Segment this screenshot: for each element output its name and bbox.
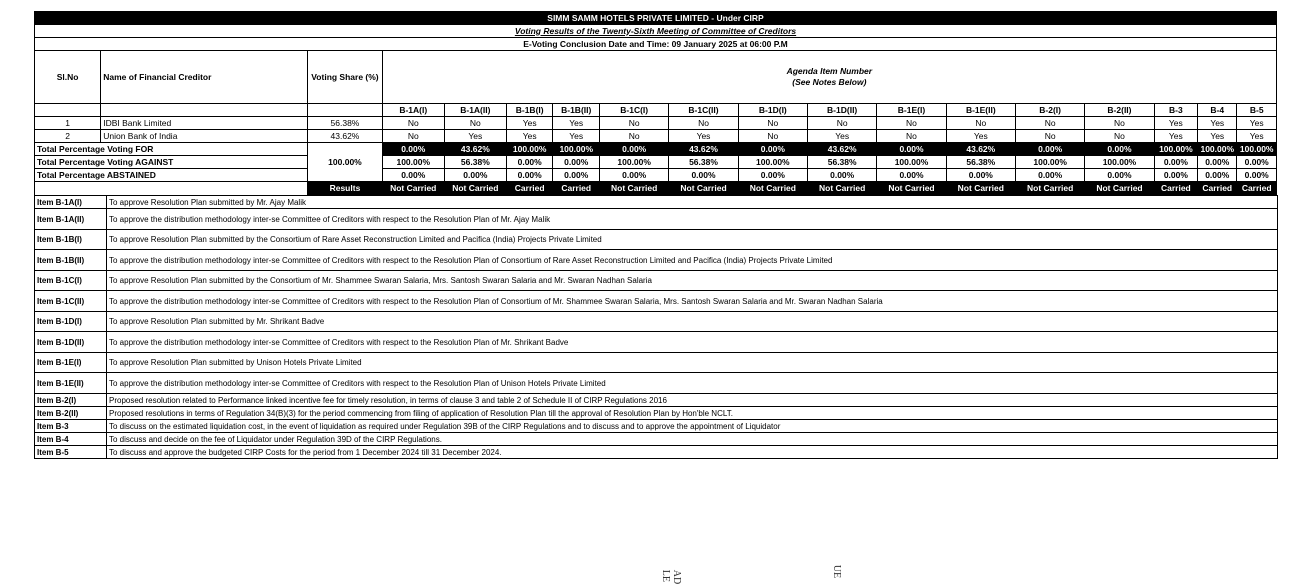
note-row xyxy=(35,250,1278,271)
note-item-label: Item B-1C(II) xyxy=(35,291,107,312)
vote-cell: Yes xyxy=(1154,130,1197,143)
note-item-label: Item B-4 xyxy=(35,433,107,446)
agenda-item-header: B-1A(I) xyxy=(382,104,444,117)
for-label: Total Percentage Voting FOR xyxy=(35,143,308,156)
note-item-label: Item B-5 xyxy=(35,446,107,459)
against-percentage-cell: 100.00% xyxy=(738,156,807,169)
result-cell: Carried xyxy=(1198,182,1237,195)
slno-header: Sl.No xyxy=(35,51,101,104)
vote-cell: Yes xyxy=(1198,117,1237,130)
note-item-label: Item B-1C(I) xyxy=(35,271,107,291)
abstained-percentage-cell: 0.00% xyxy=(600,169,669,182)
note-row xyxy=(35,230,1278,250)
note-text: To approve Resolution Plan submitted by the Consortium of Mr. Shammee Swaran Salaria, Mrs. Santosh Swaran Salaria and Mr. Swaran Nadhan Salaria xyxy=(107,271,1278,291)
for-percentage-cell: 100.00% xyxy=(1237,143,1277,156)
note-row xyxy=(35,196,1278,209)
agenda-item-header: B-1E(I) xyxy=(877,104,946,117)
agenda-item-header: B-1E(II) xyxy=(946,104,1015,117)
vote-cell: Yes xyxy=(1154,117,1197,130)
vote-cell: No xyxy=(1015,117,1084,130)
abstained-label: Total Percentage ABSTAINED xyxy=(35,169,308,182)
note-row xyxy=(35,291,1278,312)
note-text: Proposed resolutions in terms of Regulation 34(B)(3) for the period commencing from filing of application of Resolution Plan till the approval of Resolution Plan by Hon'ble NCLT. xyxy=(107,407,1278,420)
vote-cell: No xyxy=(382,117,444,130)
against-percentage-cell: 56.38% xyxy=(808,156,877,169)
note-row xyxy=(35,271,1278,291)
for-percentage-cell: 0.00% xyxy=(382,143,444,156)
agenda-item-header: B-5 xyxy=(1237,104,1277,117)
note-item-label: Item B-2(I) xyxy=(35,394,107,407)
agenda-note: (See Notes Below) xyxy=(792,77,867,87)
vote-cell: No xyxy=(382,130,444,143)
creditor-name: Union Bank of India xyxy=(101,130,308,143)
page-subtitle: Voting Results of the Twenty-Sixth Meeting of Committee of Creditors xyxy=(35,25,1277,38)
vote-cell: No xyxy=(1085,117,1154,130)
note-item-label: Item B-1A(I) xyxy=(35,196,107,209)
table-row xyxy=(35,156,1277,169)
result-cell: Not Carried xyxy=(600,182,669,195)
notes-table xyxy=(34,195,1278,459)
share-cell: 56.38% xyxy=(308,117,383,130)
note-text: To approve Resolution Plan submitted by the Consortium of Rare Asset Reconstruction Limited and Pacifica (India) Projects Private Limited xyxy=(107,230,1278,250)
note-row xyxy=(35,332,1278,353)
results-label: Results xyxy=(308,182,383,195)
note-text: To discuss on the estimated liquidation cost, in the event of liquidation as required under Regulation 39B of the CIRP Regulations and to discuss and to approve the appointment of Liquidator xyxy=(107,420,1278,433)
against-label: Total Percentage Voting AGAINST xyxy=(35,156,308,169)
voting-results-sheet xyxy=(34,11,1277,459)
against-percentage-cell: 100.00% xyxy=(1085,156,1154,169)
for-percentage-cell: 43.62% xyxy=(669,143,738,156)
agenda-item-header: B-1A(II) xyxy=(444,104,506,117)
agenda-item-header: B-1D(I) xyxy=(738,104,807,117)
agenda-item-header: B-1C(II) xyxy=(669,104,738,117)
abstained-percentage-cell: 0.00% xyxy=(669,169,738,182)
for-percentage-cell: 100.00% xyxy=(506,143,553,156)
creditor-header: Name of Financial Creditor xyxy=(101,51,308,104)
for-percentage-cell: 100.00% xyxy=(1154,143,1197,156)
abstained-percentage-cell: 0.00% xyxy=(1198,169,1237,182)
note-text: To approve the distribution methodology inter-se Committee of Creditors with respect to the Resolution Plan of Consortium of Mr. Shammee Swaran Salaria, Mrs. Santosh Swaran Salaria and Mr. Swaran Nadhan Salaria xyxy=(107,291,1278,312)
vote-cell: No xyxy=(808,117,877,130)
result-cell: Carried xyxy=(1154,182,1197,195)
vote-cell: Yes xyxy=(553,130,600,143)
table-row xyxy=(35,117,1277,130)
result-cell: Not Carried xyxy=(738,182,807,195)
note-text: To approve the distribution methodology inter-se Committee of Creditors with respect to the Resolution Plan of Consortium of Rare Asset Reconstruction Limited and Pacifica (India) Projects Private Limited xyxy=(107,250,1278,271)
item-header-row xyxy=(35,104,1277,117)
against-percentage-cell: 100.00% xyxy=(600,156,669,169)
note-text: To discuss and decide on the fee of Liquidator under Regulation 39D of the CIRP Regulations. xyxy=(107,433,1278,446)
vote-cell: No xyxy=(877,130,946,143)
abstained-percentage-cell: 0.00% xyxy=(506,169,553,182)
abstained-percentage-cell: 0.00% xyxy=(1154,169,1197,182)
note-item-label: Item B-1A(II) xyxy=(35,209,107,230)
vote-cell: No xyxy=(1085,130,1154,143)
result-cell: Carried xyxy=(553,182,600,195)
result-cell: Not Carried xyxy=(877,182,946,195)
creditor-name: IDBI Bank Limited xyxy=(101,117,308,130)
vote-cell: No xyxy=(738,130,807,143)
note-row xyxy=(35,373,1278,394)
results-row xyxy=(35,182,1277,195)
note-item-label: Item B-1D(II) xyxy=(35,332,107,353)
result-cell: Not Carried xyxy=(444,182,506,195)
note-item-label: Item B-1E(I) xyxy=(35,353,107,373)
result-cell: Not Carried xyxy=(1085,182,1154,195)
note-item-label: Item B-1D(I) xyxy=(35,312,107,332)
abstained-percentage-cell: 0.00% xyxy=(946,169,1015,182)
against-percentage-cell: 0.00% xyxy=(1237,156,1277,169)
result-cell: Not Carried xyxy=(946,182,1015,195)
note-text: To approve the distribution methodology inter-se Committee of Creditors with respect to the Resolution Plan of Mr. Ajay Malik xyxy=(107,209,1278,230)
note-item-label: Item B-2(II) xyxy=(35,407,107,420)
vote-cell: Yes xyxy=(808,130,877,143)
result-cell: Not Carried xyxy=(1015,182,1084,195)
table-row xyxy=(35,169,1277,182)
table-row xyxy=(35,130,1277,143)
agenda-item-header: B-1B(I) xyxy=(506,104,553,117)
vote-cell: Yes xyxy=(946,130,1015,143)
vote-cell: Yes xyxy=(553,117,600,130)
against-percentage-cell: 0.00% xyxy=(1154,156,1197,169)
agenda-item-header: B-1C(I) xyxy=(600,104,669,117)
vote-cell: Yes xyxy=(1237,130,1277,143)
vote-cell: No xyxy=(600,130,669,143)
note-text: To approve the distribution methodology inter-se Committee of Creditors with respect to the Resolution Plan of Unison Hotels Private Limited xyxy=(107,373,1278,394)
abstained-percentage-cell: 0.00% xyxy=(1085,169,1154,182)
vote-cell: No xyxy=(946,117,1015,130)
agenda-item-header: B-2(I) xyxy=(1015,104,1084,117)
note-item-label: Item B-1B(I) xyxy=(35,230,107,250)
note-text: Proposed resolution related to Performance linked incentive fee for timely resolution, in terms of clause 3 and table 2 of Schedule II of CIRP Regulations 2016 xyxy=(107,394,1278,407)
against-percentage-cell: 100.00% xyxy=(877,156,946,169)
agenda-item-header: B-2(II) xyxy=(1085,104,1154,117)
note-row xyxy=(35,433,1278,446)
abstained-percentage-cell: 0.00% xyxy=(877,169,946,182)
abstained-percentage-cell: 0.00% xyxy=(382,169,444,182)
for-percentage-cell: 100.00% xyxy=(1198,143,1237,156)
against-percentage-cell: 56.38% xyxy=(444,156,506,169)
against-percentage-cell: 100.00% xyxy=(1015,156,1084,169)
vote-cell: No xyxy=(444,117,506,130)
note-item-label: Item B-1B(II) xyxy=(35,250,107,271)
vote-cell: Yes xyxy=(1237,117,1277,130)
note-row xyxy=(35,394,1278,407)
for-percentage-cell: 43.62% xyxy=(444,143,506,156)
slno-cell: 2 xyxy=(35,130,101,143)
vote-cell: No xyxy=(738,117,807,130)
result-cell: Not Carried xyxy=(669,182,738,195)
vote-cell: No xyxy=(877,117,946,130)
note-row xyxy=(35,353,1278,373)
voting-table xyxy=(34,11,1277,195)
abstained-percentage-cell: 0.00% xyxy=(444,169,506,182)
page-title: SIMM SAMM HOTELS PRIVATE LIMITED - Under CIRP xyxy=(35,12,1277,25)
stamp-mark: UE xyxy=(831,564,843,579)
vote-cell: No xyxy=(600,117,669,130)
agenda-item-header: B-4 xyxy=(1198,104,1237,117)
result-cell: Carried xyxy=(1237,182,1277,195)
for-percentage-cell: 0.00% xyxy=(1085,143,1154,156)
slno-cell: 1 xyxy=(35,117,101,130)
note-row xyxy=(35,209,1278,230)
stamp-mark: AD LE xyxy=(660,569,683,585)
for-percentage-cell: 0.00% xyxy=(877,143,946,156)
against-percentage-cell: 0.00% xyxy=(1198,156,1237,169)
agenda-header xyxy=(382,51,1276,104)
note-row xyxy=(35,446,1278,459)
share-header: Voting Share (%) xyxy=(308,51,383,104)
against-percentage-cell: 0.00% xyxy=(553,156,600,169)
for-percentage-cell: 43.62% xyxy=(946,143,1015,156)
against-percentage-cell: 56.38% xyxy=(946,156,1015,169)
against-percentage-cell: 0.00% xyxy=(506,156,553,169)
agenda-title: Agenda Item Number xyxy=(786,66,873,76)
conclusion-line: E-Voting Conclusion Date and Time: 09 January 2025 at 06:00 P.M xyxy=(35,38,1277,51)
vote-cell: Yes xyxy=(1198,130,1237,143)
vote-cell: Yes xyxy=(506,117,553,130)
vote-cell: No xyxy=(1015,130,1084,143)
abstained-percentage-cell: 0.00% xyxy=(1237,169,1277,182)
agenda-item-header: B-1B(II) xyxy=(553,104,600,117)
note-row xyxy=(35,407,1278,420)
note-row xyxy=(35,420,1278,433)
for-percentage-cell: 0.00% xyxy=(1015,143,1084,156)
abstained-percentage-cell: 0.00% xyxy=(808,169,877,182)
against-percentage-cell: 56.38% xyxy=(669,156,738,169)
abstained-percentage-cell: 0.00% xyxy=(553,169,600,182)
for-percentage-cell: 100.00% xyxy=(553,143,600,156)
note-text: To approve Resolution Plan submitted by Mr. Shrikant Badve xyxy=(107,312,1278,332)
note-item-label: Item B-3 xyxy=(35,420,107,433)
vote-cell: Yes xyxy=(669,130,738,143)
share-cell: 43.62% xyxy=(308,130,383,143)
for-percentage-cell: 0.00% xyxy=(600,143,669,156)
note-text: To approve Resolution Plan submitted by Mr. Ajay Malik xyxy=(107,196,1278,209)
vote-cell: No xyxy=(669,117,738,130)
note-text: To approve the distribution methodology inter-se Committee of Creditors with respect to the Resolution Plan of Mr. Shrikant Badve xyxy=(107,332,1278,353)
vote-cell: Yes xyxy=(506,130,553,143)
note-row xyxy=(35,312,1278,332)
against-percentage-cell: 100.00% xyxy=(382,156,444,169)
agenda-item-header: B-1D(II) xyxy=(808,104,877,117)
vote-cell: Yes xyxy=(444,130,506,143)
result-cell: Carried xyxy=(506,182,553,195)
total-share: 100.00% xyxy=(308,143,383,182)
note-text: To discuss and approve the budgeted CIRP Costs for the period from 1 December 2024 till 31 December 2024. xyxy=(107,446,1278,459)
result-cell: Not Carried xyxy=(808,182,877,195)
abstained-percentage-cell: 0.00% xyxy=(1015,169,1084,182)
for-percentage-cell: 43.62% xyxy=(808,143,877,156)
result-cell: Not Carried xyxy=(382,182,444,195)
agenda-item-header: B-3 xyxy=(1154,104,1197,117)
for-percentage-cell: 0.00% xyxy=(738,143,807,156)
note-item-label: Item B-1E(II) xyxy=(35,373,107,394)
table-row xyxy=(35,143,1277,156)
abstained-percentage-cell: 0.00% xyxy=(738,169,807,182)
note-text: To approve Resolution Plan submitted by Unison Hotels Private Limited xyxy=(107,353,1278,373)
